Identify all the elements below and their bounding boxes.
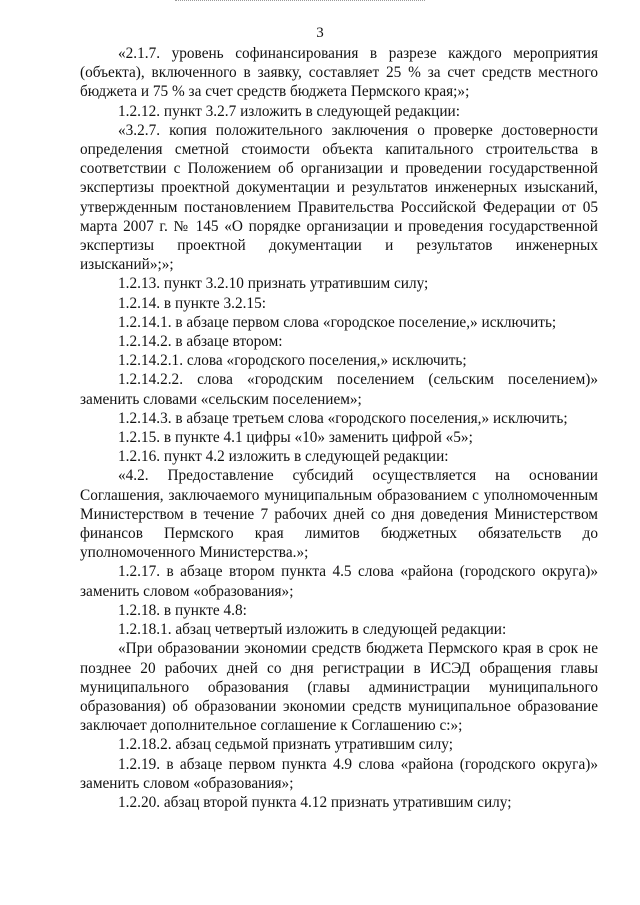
paragraph-1-2-14-2: 1.2.14.2. в абзаце втором: [118,333,283,351]
paragraph-1-2-14-3: 1.2.14.3. в абзаце третьем слова «городского поселения,» исключить; [118,409,568,427]
paragraph-savings-clause: «При образовании экономии средств бюджета Пермского края в срок не позднее 20 рабочих дней со дня регистрации в ИСЭД обращения главы муниципального образования (главы администрации муниципального образования) об образовании экономии средств муниципальное образование заключает дополнительное соглашение к Соглашению с:»; [80,640,598,735]
paragraph-4-2: «4.2. Предоставление субсидий осуществляется на основании Соглашения, заключаемого муниципальным образованием с уполномоченным Министерством в течение 7 рабочих дней со дня доведения Министерством финансов Пермского края лимитов бюджетных обязательств до уполномоченного Министерства.»; [80,467,598,562]
paragraph-1-2-14-2-2: 1.2.14.2.2. слова «городским поселением (сельским поселением)» заменить словами «сельским поселением»; [80,371,598,408]
paragraph-1-2-19: 1.2.19. в абзаце первом пункта 4.9 слова «района (городского округа)» заменить словом «образования»; [80,755,598,792]
paragraph-1-2-20: 1.2.20. абзац второй пункта 4.12 признать утратившим силу; [118,793,512,811]
paragraph-1-2-14-2-1: 1.2.14.2.1. слова «городского поселения,» исключить; [118,352,467,370]
page-number: 3 [316,25,324,41]
paragraph-1-2-12: 1.2.12. пункт 3.2.7 изложить в следующей редакции: [118,102,460,120]
paragraph-1-2-14-1: 1.2.14.1. в абзаце первом слова «городское поселение,» исключить; [118,313,557,331]
paragraph-1-2-16: 1.2.16. пункт 4.2 изложить в следующей редакции: [118,448,449,466]
paragraph-1-2-18-1: 1.2.18.1. абзац четвертый изложить в следующей редакции: [118,621,507,639]
paragraph-1-2-17: 1.2.17. в абзаце втором пункта 4.5 слова «района (городского округа)» заменить словом «образования»; [80,563,598,600]
paragraph-1-2-14: 1.2.14. в пункте 3.2.15: [118,294,266,312]
paragraph-2-1-7: «2.1.7. уровень софинансирования в разрезе каждого мероприятия (объекта), включенного в заявку, составляет 25 % за счет средств местного бюджета и 75 % за счет средств бюджета Пермского края;»; [80,45,598,101]
scan-top-edge [175,0,425,4]
paragraph-3-2-7: «3.2.7. копия положительного заключения о проверке достоверности определения сметной стоимости объекта капитального строительства в соответствии с Положением об организации и проведении государственной экспертизы проектной документации и результатов инженерных изысканий, утвержденным постановлением Правительства Российской Федерации от 05 марта 2007 г. № 145 «О порядке организации и проведения государственной экспертизы проектной документации и результатов инженерных изысканий»;»; [80,121,598,274]
paragraph-1-2-13: 1.2.13. пункт 3.2.10 признать утратившим силу; [118,275,429,293]
paragraph-1-2-15: 1.2.15. в пункте 4.1 цифры «10» заменить цифрой «5»; [118,429,473,447]
document-body [80,44,598,812]
paragraph-1-2-18-2: 1.2.18.2. абзац седьмой признать утратившим силу; [118,736,453,754]
paragraph-1-2-18: 1.2.18. в пункте 4.8: [118,601,247,619]
